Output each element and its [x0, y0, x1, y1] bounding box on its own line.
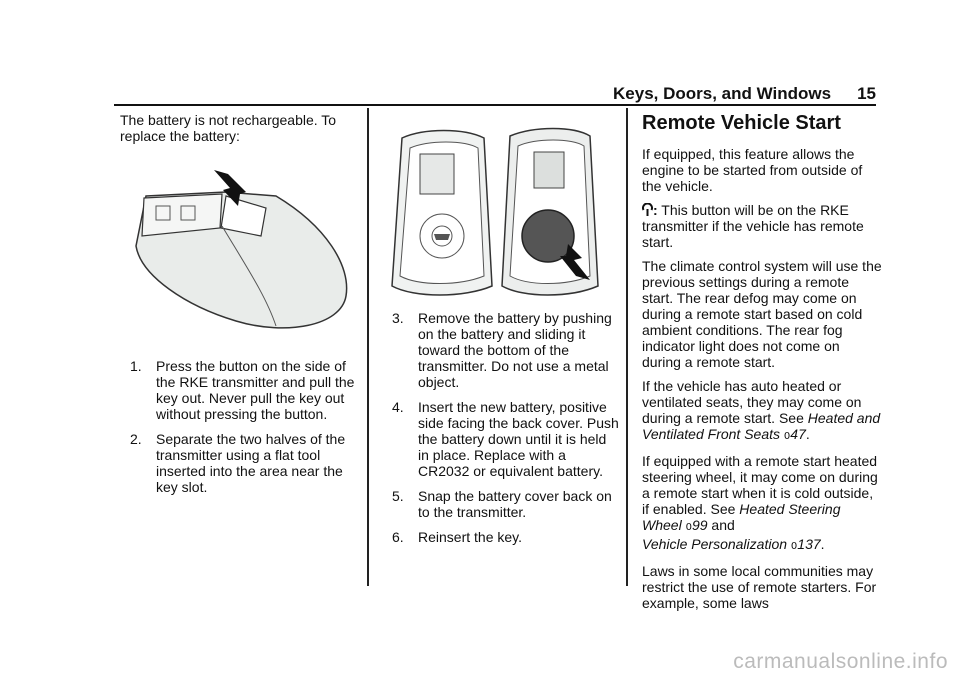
step-number: 2.	[130, 431, 142, 447]
section-heading: Remote Vehicle Start	[642, 112, 841, 134]
paragraph	[642, 202, 882, 250]
paragraph	[642, 453, 882, 555]
paragraph-text: This button will be on the RKE transmitter if the vehicle has remote start.	[642, 202, 864, 250]
watermark: carmanualsonline.info	[733, 650, 948, 673]
punctuation: .	[805, 426, 810, 442]
right-column	[642, 112, 882, 619]
paragraph: Laws in some local communities may restrict the use of remote starters. For example, some laws	[642, 563, 877, 611]
column-divider-2	[626, 108, 628, 586]
left-column	[120, 112, 358, 152]
page-ref[interactable]: 137	[797, 536, 821, 552]
running-header	[600, 84, 876, 106]
step-number: 5.	[392, 488, 404, 504]
left-steps	[130, 358, 358, 504]
step-text: Remove the battery by pushing on the battery and sliding it toward the bottom of the transmitter. Do not use a metal object.	[418, 310, 612, 390]
page-ref-arrow: 0	[790, 541, 798, 552]
punctuation: .	[820, 536, 825, 552]
xref-link[interactable]: Heated Steering Wheel	[642, 501, 841, 533]
open-transmitter-illustration	[384, 126, 608, 298]
list-item	[130, 431, 358, 495]
page-ref-arrow: 0	[783, 431, 791, 442]
step-number: 4.	[392, 399, 404, 415]
section-title: Keys, Doors, and Windows	[613, 84, 832, 103]
page-ref[interactable]: 47	[790, 426, 806, 442]
page-ref-arrow: 0	[685, 522, 692, 533]
list-item	[392, 399, 620, 479]
page-ref[interactable]: 99	[691, 517, 708, 533]
header-rule	[114, 104, 876, 106]
step-text: Reinsert the key.	[418, 529, 523, 545]
list-item	[392, 310, 620, 390]
paragraph-text: and	[707, 517, 735, 533]
list-item	[392, 488, 620, 520]
list-item	[130, 358, 358, 422]
intro-text: The battery is not rechargeable. To replace the battery:	[120, 112, 337, 144]
xref-link[interactable]: Heated and Ventilated Front Seats	[642, 410, 881, 442]
paragraph: If equipped, this feature allows the engine to be started from outside of the vehicle.	[642, 146, 863, 194]
icon-colon: :	[653, 202, 658, 218]
paragraph-text: If the vehicle has auto heated or ventilated seats, they may come on during a remote start. See	[642, 378, 862, 426]
column-divider-1	[367, 108, 369, 586]
step-text: Snap the battery cover back on to the transmitter.	[418, 488, 612, 520]
xref-link[interactable]: Vehicle Personalization	[642, 536, 788, 552]
paragraph	[642, 378, 882, 445]
paragraph: The climate control system will use the previous settings during a remote start. The rear defog may come on during a remote start based on cold ambient conditions. The rear fog indicator light does not come on during a remote start.	[642, 258, 882, 370]
step-number: 6.	[392, 529, 404, 545]
page-number: 15	[857, 84, 876, 103]
step-number: 1.	[130, 358, 142, 374]
list-item	[392, 529, 620, 545]
key-fob-side-illustration	[126, 166, 352, 336]
paragraph-text: If equipped with a remote start heated steering wheel, it may come on during a remote start when it is cold outside, if enabled. See	[642, 453, 878, 517]
step-text: Press the button on the side of the RKE transmitter and pull the key out. Never pull the key out without pressing the button.	[156, 358, 355, 422]
remote-start-icon	[642, 203, 653, 217]
middle-steps	[392, 310, 620, 554]
step-text: Separate the two halves of the transmitter using a flat tool inserted into the area near the key slot.	[156, 431, 346, 495]
step-text: Insert the new battery, positive side facing the back cover. Push the battery down until it is held in place. Replace with a CR2032 or equivalent battery.	[418, 399, 619, 479]
step-number: 3.	[392, 310, 404, 326]
